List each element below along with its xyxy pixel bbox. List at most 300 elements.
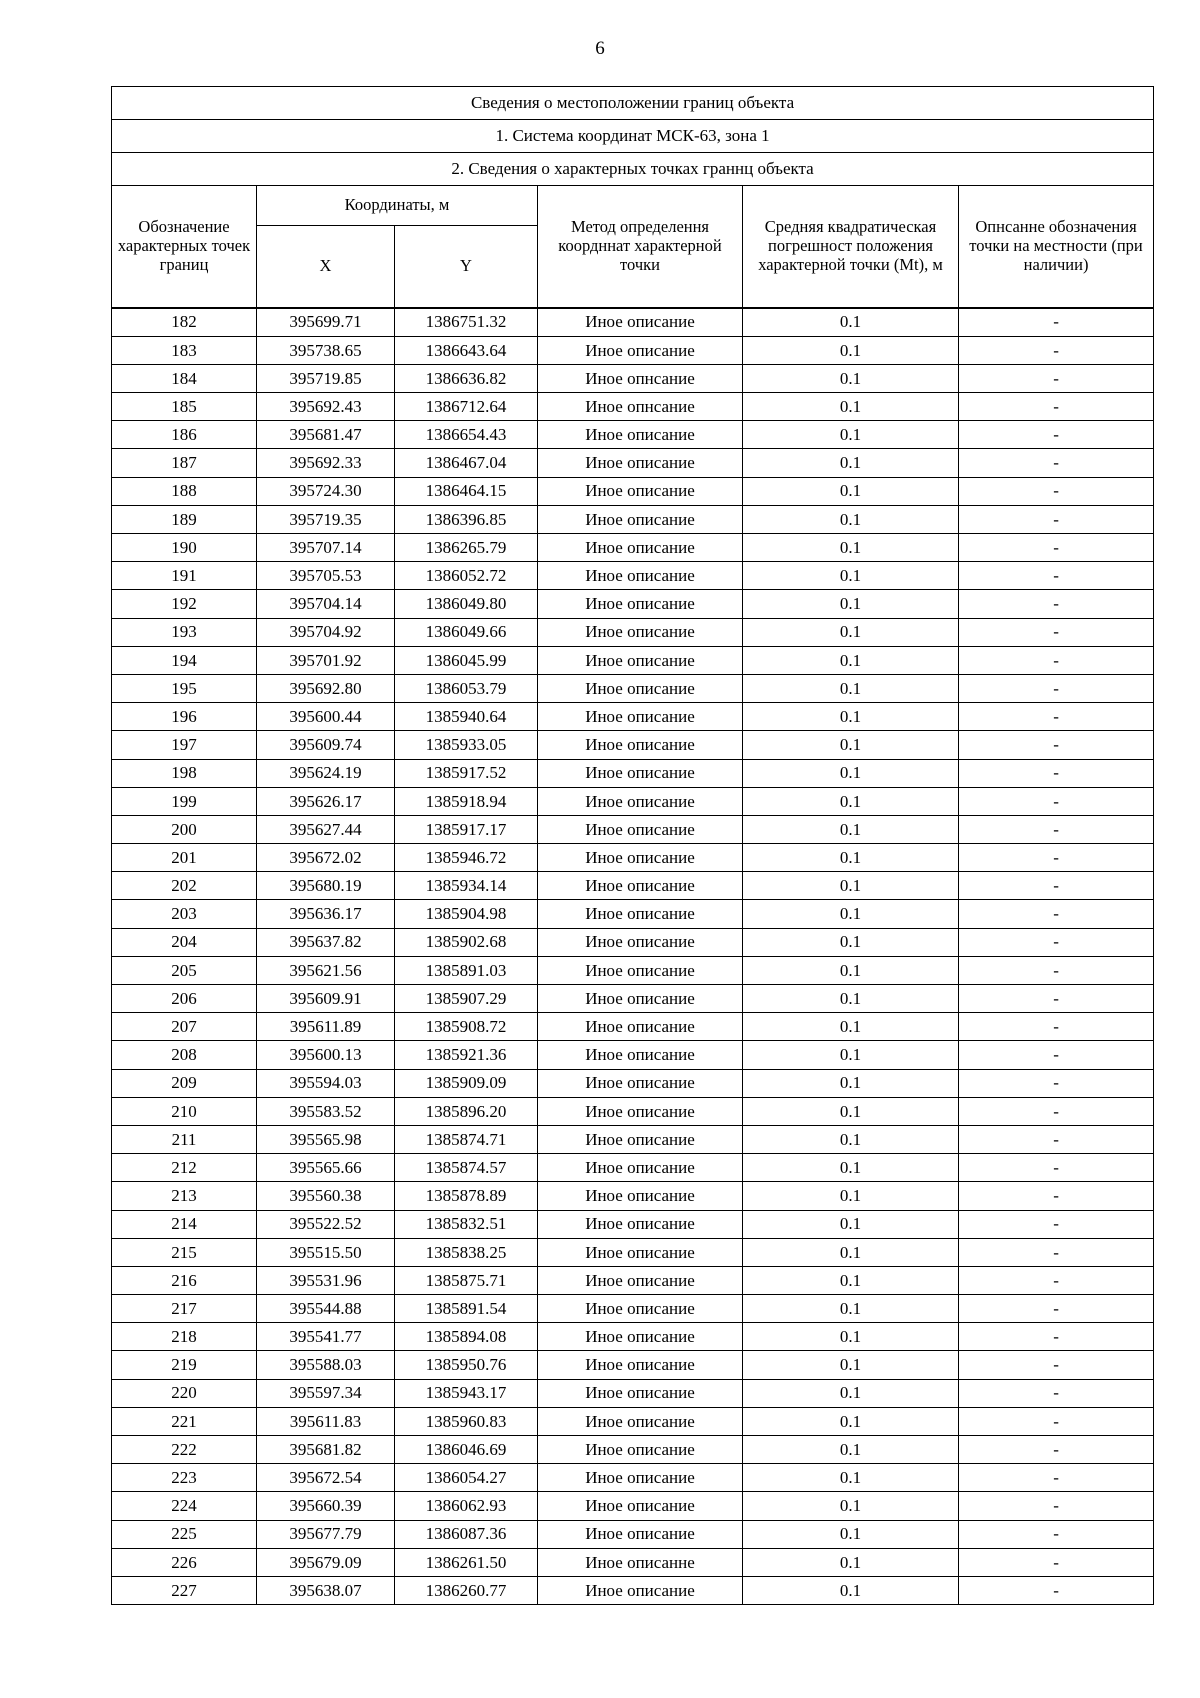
- description-cell: -: [959, 336, 1154, 364]
- point-label-cell: 195: [112, 674, 257, 702]
- method-cell: Иное описание: [538, 1520, 743, 1548]
- y-cell: 1385934.14: [395, 872, 538, 900]
- table-row: [112, 872, 1154, 900]
- method-cell: Иное описание: [538, 1295, 743, 1323]
- y-cell: 1385891.03: [395, 956, 538, 984]
- table-body: [112, 308, 1154, 1605]
- description-cell: -: [959, 449, 1154, 477]
- y-cell: 1385917.52: [395, 759, 538, 787]
- x-cell: 395707.14: [257, 534, 395, 562]
- description-cell: -: [959, 900, 1154, 928]
- method-cell: Иное описание: [538, 1407, 743, 1435]
- point-label-cell: 225: [112, 1520, 257, 1548]
- description-cell: -: [959, 872, 1154, 900]
- x-cell: 395705.53: [257, 562, 395, 590]
- point-label-cell: 188: [112, 477, 257, 505]
- point-label-cell: 215: [112, 1238, 257, 1266]
- x-cell: 395588.03: [257, 1351, 395, 1379]
- error-cell: 0.1: [743, 703, 959, 731]
- error-cell: 0.1: [743, 674, 959, 702]
- y-cell: 1385933.05: [395, 731, 538, 759]
- y-cell: 1385950.76: [395, 1351, 538, 1379]
- x-cell: 395672.02: [257, 844, 395, 872]
- method-cell: Иное описание: [538, 956, 743, 984]
- x-cell: 395565.98: [257, 1125, 395, 1153]
- x-cell: 395681.47: [257, 421, 395, 449]
- y-cell: 1385896.20: [395, 1097, 538, 1125]
- method-cell: Иное описание: [538, 449, 743, 477]
- error-cell: 0.1: [743, 393, 959, 421]
- point-label-cell: 206: [112, 985, 257, 1013]
- table-row: [112, 505, 1154, 533]
- y-cell: 1385921.36: [395, 1041, 538, 1069]
- point-label-cell: 224: [112, 1492, 257, 1520]
- description-cell: -: [959, 731, 1154, 759]
- point-label-cell: 194: [112, 646, 257, 674]
- table-row: [112, 1069, 1154, 1097]
- method-cell: Иное описание: [538, 1097, 743, 1125]
- table-row: [112, 1520, 1154, 1548]
- table-row: [112, 477, 1154, 505]
- table-row: [112, 674, 1154, 702]
- table-row: [112, 1154, 1154, 1182]
- table-row: [112, 590, 1154, 618]
- x-cell: 395522.52: [257, 1210, 395, 1238]
- y-cell: 1385960.83: [395, 1407, 538, 1435]
- x-cell: 395738.65: [257, 336, 395, 364]
- table-row: [112, 928, 1154, 956]
- error-cell: 0.1: [743, 1295, 959, 1323]
- point-label-cell: 198: [112, 759, 257, 787]
- error-cell: 0.1: [743, 618, 959, 646]
- table-row: [112, 1210, 1154, 1238]
- description-cell: -: [959, 618, 1154, 646]
- x-cell: 395594.03: [257, 1069, 395, 1097]
- method-cell: Иное описание: [538, 1041, 743, 1069]
- y-cell: 1385918.94: [395, 787, 538, 815]
- y-cell: 1386049.80: [395, 590, 538, 618]
- table-row: [112, 815, 1154, 843]
- point-label-cell: 213: [112, 1182, 257, 1210]
- table-row: [112, 421, 1154, 449]
- x-cell: 395600.44: [257, 703, 395, 731]
- point-label-cell: 192: [112, 590, 257, 618]
- y-cell: 1386467.04: [395, 449, 538, 477]
- table-row: [112, 1097, 1154, 1125]
- point-label-cell: 212: [112, 1154, 257, 1182]
- table-row: [112, 1125, 1154, 1153]
- error-cell: 0.1: [743, 1548, 959, 1576]
- x-cell: 395701.92: [257, 646, 395, 674]
- error-cell: 0.1: [743, 900, 959, 928]
- y-cell: 1386464.15: [395, 477, 538, 505]
- column-header-x: X: [257, 226, 395, 308]
- description-cell: -: [959, 477, 1154, 505]
- x-cell: 395724.30: [257, 477, 395, 505]
- point-label-cell: 187: [112, 449, 257, 477]
- description-cell: -: [959, 703, 1154, 731]
- method-cell: Иное опнсание: [538, 364, 743, 392]
- table-row: [112, 844, 1154, 872]
- description-cell: -: [959, 1407, 1154, 1435]
- method-cell: Иное описание: [538, 759, 743, 787]
- error-cell: 0.1: [743, 646, 959, 674]
- error-cell: 0.1: [743, 1125, 959, 1153]
- table-row: [112, 956, 1154, 984]
- point-label-cell: 204: [112, 928, 257, 956]
- table-row: [112, 562, 1154, 590]
- description-cell: -: [959, 1238, 1154, 1266]
- point-label-cell: 210: [112, 1097, 257, 1125]
- x-cell: 395609.74: [257, 731, 395, 759]
- x-cell: 395699.71: [257, 308, 395, 337]
- y-cell: 1385907.29: [395, 985, 538, 1013]
- y-cell: 1386054.27: [395, 1464, 538, 1492]
- method-cell: Иное описание: [538, 590, 743, 618]
- y-cell: 1386261.50: [395, 1548, 538, 1576]
- error-cell: 0.1: [743, 928, 959, 956]
- table-row: [112, 618, 1154, 646]
- error-cell: 0.1: [743, 956, 959, 984]
- x-cell: 395677.79: [257, 1520, 395, 1548]
- error-cell: 0.1: [743, 477, 959, 505]
- error-cell: 0.1: [743, 534, 959, 562]
- method-cell: Иное описание: [538, 1464, 743, 1492]
- method-cell: Иное описание: [538, 1210, 743, 1238]
- y-cell: 1385832.51: [395, 1210, 538, 1238]
- description-cell: -: [959, 505, 1154, 533]
- point-label-cell: 209: [112, 1069, 257, 1097]
- error-cell: 0.1: [743, 364, 959, 392]
- x-cell: 395565.66: [257, 1154, 395, 1182]
- point-label-cell: 183: [112, 336, 257, 364]
- method-cell: Иное описание: [538, 985, 743, 1013]
- method-cell: Иное описание: [538, 505, 743, 533]
- table-row: [112, 1238, 1154, 1266]
- method-cell: Иное описание: [538, 872, 743, 900]
- error-cell: 0.1: [743, 759, 959, 787]
- description-cell: -: [959, 1576, 1154, 1604]
- x-cell: 395600.13: [257, 1041, 395, 1069]
- column-header-point-label: Обозначение характерных точек границ: [112, 186, 257, 308]
- y-cell: 1385902.68: [395, 928, 538, 956]
- error-cell: 0.1: [743, 872, 959, 900]
- point-label-cell: 227: [112, 1576, 257, 1604]
- method-cell: Иное описание: [538, 844, 743, 872]
- description-cell: -: [959, 1266, 1154, 1294]
- method-cell: Иное описание: [538, 308, 743, 337]
- description-cell: -: [959, 1436, 1154, 1464]
- point-label-cell: 189: [112, 505, 257, 533]
- method-cell: Иное описание: [538, 1351, 743, 1379]
- error-cell: 0.1: [743, 421, 959, 449]
- error-cell: 0.1: [743, 1436, 959, 1464]
- point-label-cell: 207: [112, 1013, 257, 1041]
- error-cell: 0.1: [743, 1210, 959, 1238]
- x-cell: 395719.35: [257, 505, 395, 533]
- x-cell: 395515.50: [257, 1238, 395, 1266]
- description-cell: -: [959, 985, 1154, 1013]
- description-cell: -: [959, 1323, 1154, 1351]
- y-cell: 1385875.71: [395, 1266, 538, 1294]
- x-cell: 395621.56: [257, 956, 395, 984]
- y-cell: 1385943.17: [395, 1379, 538, 1407]
- table-row: [112, 1492, 1154, 1520]
- point-label-cell: 193: [112, 618, 257, 646]
- description-cell: -: [959, 1182, 1154, 1210]
- x-cell: 395638.07: [257, 1576, 395, 1604]
- error-cell: 0.1: [743, 1238, 959, 1266]
- description-cell: -: [959, 1069, 1154, 1097]
- method-cell: Иное описание: [538, 1323, 743, 1351]
- table-row: [112, 1379, 1154, 1407]
- boundary-points-table: [111, 86, 1154, 1605]
- description-cell: -: [959, 1210, 1154, 1238]
- table-row: [112, 534, 1154, 562]
- y-cell: 1386396.85: [395, 505, 538, 533]
- x-cell: 395609.91: [257, 985, 395, 1013]
- table-row: [112, 1407, 1154, 1435]
- error-cell: 0.1: [743, 1013, 959, 1041]
- error-cell: 0.1: [743, 1464, 959, 1492]
- description-cell: -: [959, 562, 1154, 590]
- table-row: [112, 1464, 1154, 1492]
- table-row: [112, 1041, 1154, 1069]
- error-cell: 0.1: [743, 1154, 959, 1182]
- description-cell: -: [959, 1013, 1154, 1041]
- description-cell: -: [959, 393, 1154, 421]
- method-cell: Иное описание: [538, 336, 743, 364]
- point-label-cell: 201: [112, 844, 257, 872]
- point-label-cell: 221: [112, 1407, 257, 1435]
- y-cell: 1386053.79: [395, 674, 538, 702]
- description-cell: -: [959, 674, 1154, 702]
- point-label-cell: 211: [112, 1125, 257, 1153]
- error-cell: 0.1: [743, 1323, 959, 1351]
- table-row: [112, 1295, 1154, 1323]
- error-cell: 0.1: [743, 449, 959, 477]
- point-label-cell: 186: [112, 421, 257, 449]
- method-cell: Иное описание: [538, 534, 743, 562]
- error-cell: 0.1: [743, 1266, 959, 1294]
- x-cell: 395637.82: [257, 928, 395, 956]
- y-cell: 1385940.64: [395, 703, 538, 731]
- error-cell: 0.1: [743, 844, 959, 872]
- point-label-cell: 226: [112, 1548, 257, 1576]
- y-cell: 1386046.69: [395, 1436, 538, 1464]
- point-label-cell: 217: [112, 1295, 257, 1323]
- method-cell: Иное описание: [538, 1069, 743, 1097]
- point-label-cell: 220: [112, 1379, 257, 1407]
- x-cell: 395544.88: [257, 1295, 395, 1323]
- table-row: [112, 1351, 1154, 1379]
- table-row: [112, 900, 1154, 928]
- x-cell: 395692.80: [257, 674, 395, 702]
- table-row: [112, 1323, 1154, 1351]
- x-cell: 395636.17: [257, 900, 395, 928]
- method-cell: Иное описание: [538, 1266, 743, 1294]
- error-cell: 0.1: [743, 562, 959, 590]
- y-cell: 1385878.89: [395, 1182, 538, 1210]
- x-cell: 395680.19: [257, 872, 395, 900]
- x-cell: 395679.09: [257, 1548, 395, 1576]
- table-row: [112, 1266, 1154, 1294]
- x-cell: 395583.52: [257, 1097, 395, 1125]
- error-cell: 0.1: [743, 1069, 959, 1097]
- method-cell: Иное описание: [538, 1379, 743, 1407]
- method-cell: Иное описание: [538, 562, 743, 590]
- point-label-cell: 219: [112, 1351, 257, 1379]
- description-cell: -: [959, 308, 1154, 337]
- description-cell: -: [959, 759, 1154, 787]
- point-label-cell: 205: [112, 956, 257, 984]
- y-cell: 1386087.36: [395, 1520, 538, 1548]
- x-cell: 395541.77: [257, 1323, 395, 1351]
- error-cell: 0.1: [743, 1097, 959, 1125]
- error-cell: 0.1: [743, 1576, 959, 1604]
- x-cell: 395624.19: [257, 759, 395, 787]
- x-cell: 395692.33: [257, 449, 395, 477]
- y-cell: 1385838.25: [395, 1238, 538, 1266]
- error-cell: 0.1: [743, 787, 959, 815]
- x-cell: 395611.83: [257, 1407, 395, 1435]
- method-cell: Иное описание: [538, 1576, 743, 1604]
- point-label-cell: 214: [112, 1210, 257, 1238]
- point-label-cell: 222: [112, 1436, 257, 1464]
- table-row: [112, 308, 1154, 337]
- method-cell: Иное описание: [538, 703, 743, 731]
- point-label-cell: 208: [112, 1041, 257, 1069]
- table-row: [112, 759, 1154, 787]
- y-cell: 1385904.98: [395, 900, 538, 928]
- y-cell: 1385874.57: [395, 1154, 538, 1182]
- point-label-cell: 199: [112, 787, 257, 815]
- table-row: [112, 985, 1154, 1013]
- error-cell: 0.1: [743, 731, 959, 759]
- error-cell: 0.1: [743, 1351, 959, 1379]
- error-cell: 0.1: [743, 1492, 959, 1520]
- x-cell: 395611.89: [257, 1013, 395, 1041]
- x-cell: 395692.43: [257, 393, 395, 421]
- method-cell: Иное описанне: [538, 1548, 743, 1576]
- point-label-cell: 184: [112, 364, 257, 392]
- column-header-coordinates: Координаты, м: [257, 186, 538, 226]
- column-header-y: Y: [395, 226, 538, 308]
- section-title: 2. Сведения о характерных точках граннц объекта: [112, 153, 1154, 186]
- column-header-error: Средняя квадратическая погрешност положения характерной точки (Mt), м: [743, 186, 959, 308]
- description-cell: -: [959, 534, 1154, 562]
- method-cell: Иное описание: [538, 421, 743, 449]
- y-cell: 1386052.72: [395, 562, 538, 590]
- y-cell: 1385909.09: [395, 1069, 538, 1097]
- x-cell: 395704.14: [257, 590, 395, 618]
- y-cell: 1386654.43: [395, 421, 538, 449]
- column-header-description: Опнсанне обозначения точки на местности (при наличии): [959, 186, 1154, 308]
- x-cell: 395681.82: [257, 1436, 395, 1464]
- method-cell: Иное описание: [538, 1492, 743, 1520]
- y-cell: 1386643.64: [395, 336, 538, 364]
- error-cell: 0.1: [743, 1407, 959, 1435]
- point-label-cell: 197: [112, 731, 257, 759]
- description-cell: -: [959, 815, 1154, 843]
- point-label-cell: 185: [112, 393, 257, 421]
- method-cell: Иное описание: [538, 1182, 743, 1210]
- y-cell: 1385891.54: [395, 1295, 538, 1323]
- method-cell: Иное описание: [538, 1436, 743, 1464]
- table-row: [112, 703, 1154, 731]
- table-title: Сведения о местоположении границ объекта: [112, 87, 1154, 120]
- x-cell: 395660.39: [257, 1492, 395, 1520]
- method-cell: Иное описание: [538, 674, 743, 702]
- point-label-cell: 218: [112, 1323, 257, 1351]
- y-cell: 1386712.64: [395, 393, 538, 421]
- point-label-cell: 200: [112, 815, 257, 843]
- method-cell: Иное описание: [538, 1013, 743, 1041]
- description-cell: -: [959, 646, 1154, 674]
- description-cell: -: [959, 1295, 1154, 1323]
- point-label-cell: 191: [112, 562, 257, 590]
- method-cell: Иное опнсание: [538, 393, 743, 421]
- y-cell: 1385917.17: [395, 815, 538, 843]
- point-label-cell: 202: [112, 872, 257, 900]
- point-label-cell: 196: [112, 703, 257, 731]
- table-row: [112, 1548, 1154, 1576]
- method-cell: Иное описание: [538, 928, 743, 956]
- description-cell: -: [959, 1464, 1154, 1492]
- table-row: [112, 393, 1154, 421]
- description-cell: -: [959, 787, 1154, 815]
- description-cell: -: [959, 928, 1154, 956]
- x-cell: 395704.92: [257, 618, 395, 646]
- error-cell: 0.1: [743, 1041, 959, 1069]
- description-cell: -: [959, 364, 1154, 392]
- y-cell: 1385894.08: [395, 1323, 538, 1351]
- description-cell: -: [959, 1548, 1154, 1576]
- y-cell: 1385908.72: [395, 1013, 538, 1041]
- point-label-cell: 223: [112, 1464, 257, 1492]
- y-cell: 1386751.32: [395, 308, 538, 337]
- error-cell: 0.1: [743, 590, 959, 618]
- table-row: [112, 1013, 1154, 1041]
- coordinate-system-title: 1. Система координат МСК-63, зона 1: [112, 120, 1154, 153]
- description-cell: -: [959, 844, 1154, 872]
- x-cell: 395597.34: [257, 1379, 395, 1407]
- method-cell: Иное описание: [538, 1154, 743, 1182]
- description-cell: -: [959, 1351, 1154, 1379]
- x-cell: 395626.17: [257, 787, 395, 815]
- description-cell: -: [959, 956, 1154, 984]
- point-label-cell: 203: [112, 900, 257, 928]
- error-cell: 0.1: [743, 336, 959, 364]
- point-label-cell: 190: [112, 534, 257, 562]
- method-cell: Иное описание: [538, 900, 743, 928]
- error-cell: 0.1: [743, 1520, 959, 1548]
- description-cell: -: [959, 421, 1154, 449]
- x-cell: 395560.38: [257, 1182, 395, 1210]
- y-cell: 1385946.72: [395, 844, 538, 872]
- x-cell: 395531.96: [257, 1266, 395, 1294]
- description-cell: -: [959, 1041, 1154, 1069]
- y-cell: 1386049.66: [395, 618, 538, 646]
- table-row: [112, 364, 1154, 392]
- y-cell: 1386265.79: [395, 534, 538, 562]
- error-cell: 0.1: [743, 505, 959, 533]
- table-row: [112, 787, 1154, 815]
- description-cell: -: [959, 590, 1154, 618]
- table-row: [112, 449, 1154, 477]
- table-row: [112, 336, 1154, 364]
- description-cell: -: [959, 1125, 1154, 1153]
